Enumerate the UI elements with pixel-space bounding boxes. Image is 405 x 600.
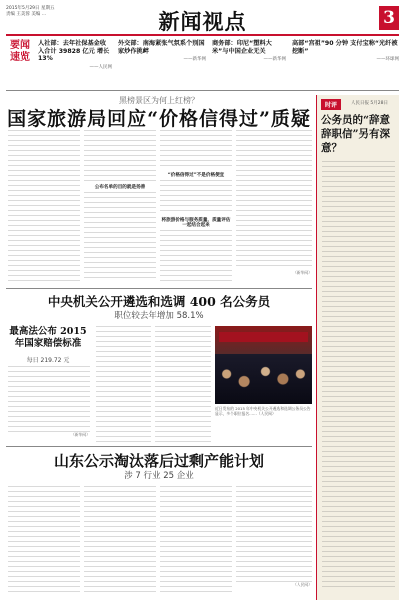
lead-subhead: 公布名单的目的就是扬善 bbox=[94, 185, 146, 190]
lead-subhead: 将旅游价格与服务质量、质量评估一起结合起来 bbox=[161, 218, 231, 228]
brief-item bbox=[38, 40, 112, 71]
brief-item-source: ——人民网 bbox=[89, 64, 112, 70]
body-text bbox=[155, 326, 211, 444]
compensation-title: 最高法公布 2015 年国家赔偿标准 bbox=[9, 326, 87, 349]
body-text bbox=[322, 161, 395, 591]
body-text bbox=[8, 366, 90, 432]
body-text bbox=[8, 486, 80, 596]
page-number: 3 bbox=[379, 6, 399, 30]
masthead-meta bbox=[6, 6, 116, 18]
sidebar-label: 时评 bbox=[321, 99, 341, 110]
lead-column bbox=[84, 130, 156, 285]
lead-column bbox=[236, 130, 312, 285]
body-text bbox=[236, 486, 312, 582]
compensation-byline: （新华网） bbox=[71, 432, 90, 437]
photo-crowd bbox=[215, 354, 312, 404]
story3-column bbox=[8, 486, 80, 596]
lead-headline: 国家旅游局回应“价格信得过”质疑 bbox=[7, 108, 311, 130]
brief-item bbox=[118, 40, 206, 64]
body-text bbox=[8, 130, 80, 285]
section-title-text: 新闻视点 bbox=[158, 9, 247, 34]
body-text bbox=[160, 486, 232, 596]
brief-item-text: 高部“宫祖”90 分钟 支付宝称“光纤被挖断” bbox=[292, 40, 398, 55]
compensation-subtitle: 每日 219.72 元 bbox=[26, 357, 70, 364]
sidebar-date: 人民日报 5月28日 bbox=[351, 101, 389, 106]
brief-item-text: 商务部：印尼“塑料大米”与中国企业无关 bbox=[212, 40, 272, 55]
body-text bbox=[236, 130, 312, 270]
section-rule bbox=[6, 446, 312, 447]
brief-item bbox=[292, 40, 399, 64]
masthead-rule bbox=[6, 34, 399, 36]
brief-item-text: 人社部：去年社保基金收入合计 39828 亿元 增长 13% bbox=[38, 40, 110, 63]
brief-item-source: ——新华网 bbox=[183, 57, 206, 63]
lead-kicker: 黑榜景区为何上红榜？ bbox=[119, 96, 199, 105]
story2-subhead: 职位较去年增加 58.1% bbox=[114, 311, 204, 321]
story2-headline: 中央机关公开遴选和选调 400 名公务员 bbox=[47, 294, 271, 309]
compensation-body bbox=[8, 366, 90, 440]
body-text bbox=[160, 180, 232, 215]
brief-tag: 要闻速览 bbox=[10, 40, 30, 63]
body-text bbox=[84, 486, 156, 596]
brief-item-source: ——环球网 bbox=[376, 57, 399, 63]
story3-column bbox=[84, 486, 156, 596]
commentary-sidebar bbox=[316, 95, 399, 600]
section-rule bbox=[6, 288, 312, 289]
brief-item-text: 外交部：南海紧张气氛系个别国家炒作挑衅 bbox=[118, 40, 205, 55]
body-text bbox=[96, 326, 151, 444]
story3-headline: 山东公示淘汰落后过剩产能计划 bbox=[53, 452, 264, 470]
story2-column bbox=[96, 326, 151, 444]
brief-item bbox=[212, 40, 286, 64]
photo-banner bbox=[219, 332, 308, 342]
sidebar-title: 公务员的“辞意辞职信”另有深意？ bbox=[321, 114, 391, 154]
news-photo bbox=[215, 326, 312, 404]
lead-byline: （新华网） bbox=[293, 270, 312, 275]
body-text bbox=[160, 230, 232, 285]
photo-caption: 近日发布的 2015 年中央机关公开遴选和选调公务员公告显示，多个职位报名……（人民网） bbox=[215, 406, 311, 416]
sidebar-body bbox=[322, 161, 395, 591]
lead-subhead: “价格信得过”不是价格便宜 bbox=[167, 173, 225, 178]
story3-subhead: 涉 7 行业 25 企业 bbox=[124, 471, 194, 481]
date-line: 2015年5月29日 星期五 bbox=[6, 6, 55, 11]
body-text bbox=[160, 130, 232, 170]
lead-column bbox=[8, 130, 80, 285]
section-title bbox=[120, 6, 285, 34]
brief-rule bbox=[6, 90, 399, 91]
body-text bbox=[84, 192, 156, 282]
story3-column bbox=[236, 486, 312, 596]
story3-column bbox=[160, 486, 232, 596]
story3-byline: （人民网） bbox=[293, 582, 312, 587]
editor-line: 责编 王美蓉 美编 ... bbox=[6, 12, 47, 17]
story2-column bbox=[155, 326, 211, 444]
body-text bbox=[84, 130, 156, 182]
lead-column bbox=[160, 130, 232, 285]
brief-item-source: ——新华网 bbox=[263, 57, 286, 63]
